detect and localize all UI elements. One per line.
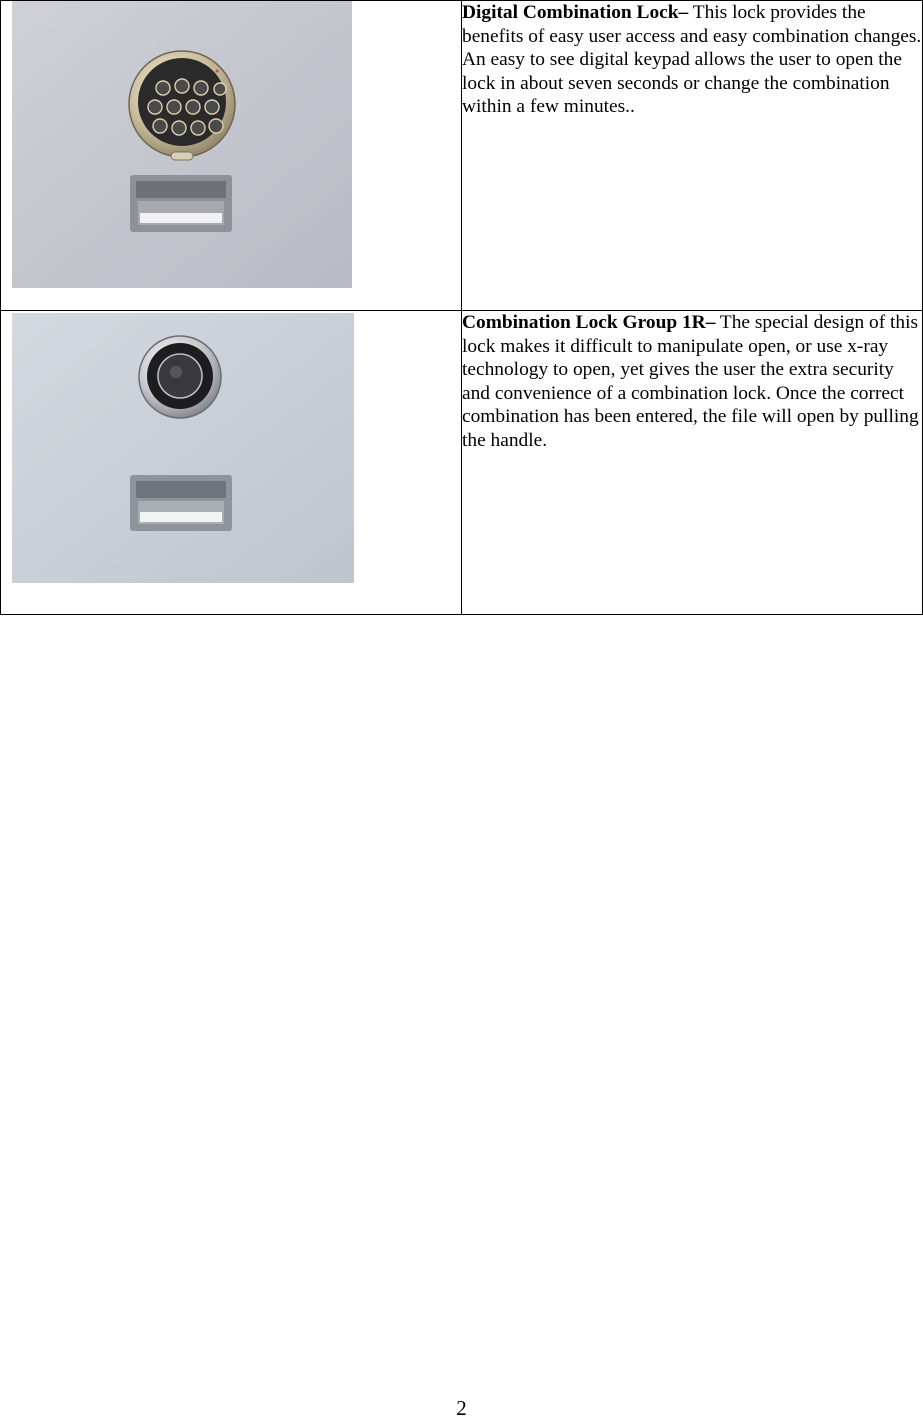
page-number: 2 (456, 1396, 467, 1420)
keypad-tab (171, 152, 193, 160)
lock-description-text: This lock provides the benefits of easy user access and easy combination changes. An easy to see digital keypad allows the user to open the lock in about seven seconds or change the combination within a few minutes.. (462, 2, 922, 118)
description-cell (462, 311, 923, 615)
dial-lock-photo (12, 313, 354, 583)
status-led (216, 70, 219, 73)
description-cell (462, 1, 923, 311)
lock-title: Combination Lock Group 1R– (462, 312, 716, 333)
lock-description (462, 311, 922, 453)
digital-lock-photo (12, 1, 352, 288)
pull-handle (130, 475, 232, 531)
image-cell (1, 1, 462, 311)
table-row (1, 1, 923, 311)
lock-description-text: The special design of this lock makes it difficult to manipulate open, or use x-ray technology to open, yet gives the user the extra security and convenience of a combination lock. Once the correct combination has been entered, the file will open by pulling the handle. (462, 312, 919, 451)
dial-index-mark (178, 338, 181, 341)
pull-handle (130, 175, 232, 232)
table-row (1, 311, 923, 615)
image-cell (1, 311, 462, 615)
lock-options-table (0, 0, 923, 615)
lock-title: Digital Combination Lock– (462, 2, 689, 23)
combination-dial (139, 336, 221, 418)
lock-description (462, 1, 922, 119)
